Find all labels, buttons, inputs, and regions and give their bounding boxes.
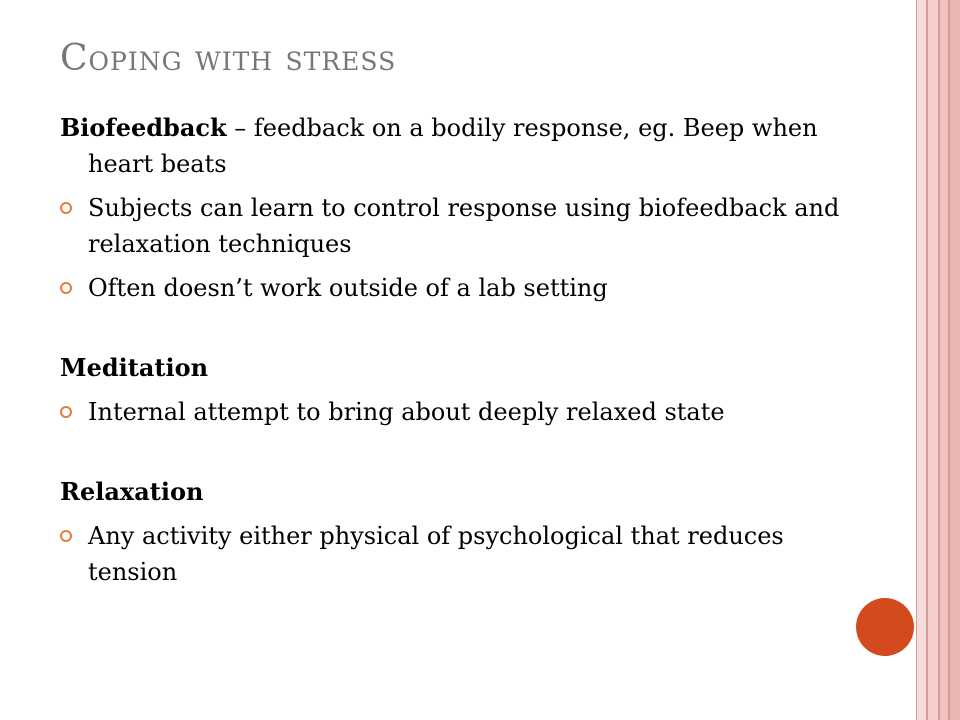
biofeedback-term: Biofeedback: [60, 113, 227, 142]
slide-title: Coping with stress: [60, 38, 397, 79]
meditation-heading: Meditation: [60, 353, 209, 382]
stripe-band: [950, 0, 960, 720]
hollow-circle-bullet-icon: [60, 202, 72, 214]
biofeedback-definition-text: – feedback on a bodily response, eg. Beep when heart beats: [88, 114, 818, 178]
hollow-circle-bullet-icon: [60, 530, 72, 542]
biofeedback-definition: [60, 110, 840, 182]
list-item: [60, 270, 840, 306]
right-stripes-decoration: [916, 0, 960, 720]
stripe-band: [917, 0, 926, 720]
slide-body: [60, 110, 840, 590]
bullet-text: Internal attempt to bring about deeply relaxed state: [88, 398, 725, 426]
list-item: [60, 518, 840, 590]
stripe-band: [928, 0, 938, 720]
stripe-band: [940, 0, 948, 720]
list-item: [60, 190, 840, 262]
list-item: [60, 394, 840, 430]
orange-circle-decoration: [856, 598, 914, 656]
hollow-circle-bullet-icon: [60, 406, 72, 418]
relaxation-heading: Relaxation: [60, 477, 204, 506]
bullet-text: Often doesn’t work outside of a lab setting: [88, 274, 608, 302]
hollow-circle-bullet-icon: [60, 282, 72, 294]
bullet-text: Subjects can learn to control response using biofeedback and relaxation techniques: [88, 194, 840, 258]
bullet-text: Any activity either physical of psychological that reduces tension: [88, 522, 784, 586]
